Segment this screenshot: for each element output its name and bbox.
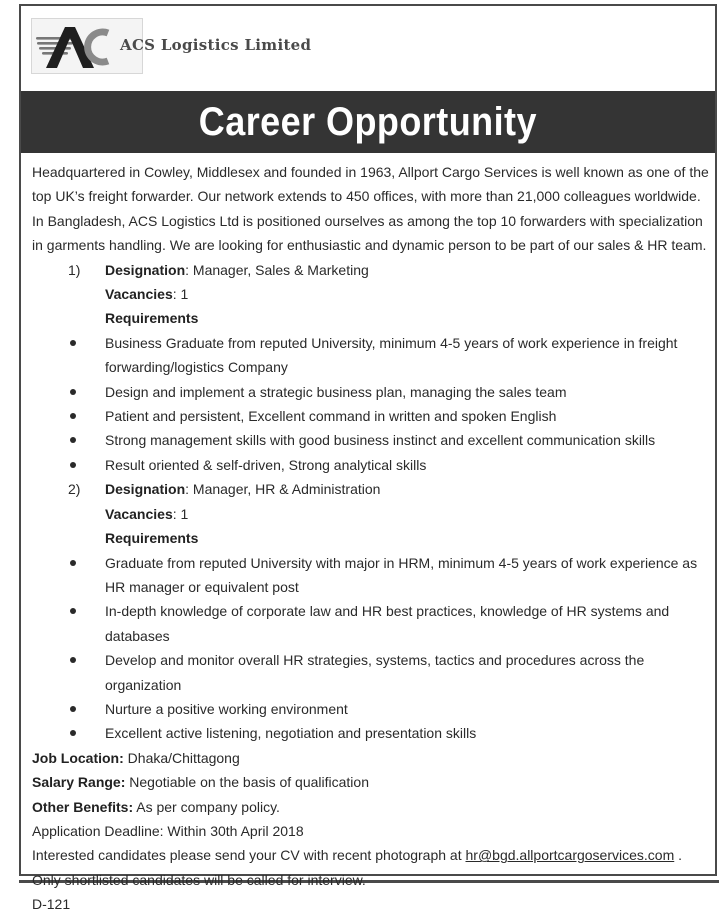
salary-range-value: Negotiable on the basis of qualification <box>125 774 369 791</box>
requirement-item <box>32 453 710 477</box>
requirement-text: Develop and monitor overall HR strategies, systems, tactics and procedures across the organization <box>105 652 645 693</box>
salary-range-label: Salary Range: <box>32 774 126 791</box>
bullet-icon <box>70 462 76 468</box>
salary-range <box>32 770 710 794</box>
requirement-text: Patient and persistent, Excellent command in written and spoken English <box>105 408 557 425</box>
requirement-text: Nurture a positive working environment <box>105 700 348 717</box>
bullet-icon <box>70 389 76 395</box>
job-location-value: Dhaka/Chittagong <box>123 749 240 766</box>
vacancies-value: : 1 <box>172 505 189 522</box>
requirements-label: Requirements <box>105 530 199 547</box>
company-name: ACS Logistics Limited <box>120 36 312 54</box>
requirement-item <box>32 697 710 721</box>
requirements-heading <box>32 526 710 550</box>
apply-text-after: . Only shortlisted candidates will be called for interview. <box>32 847 683 888</box>
position-designation <box>32 258 710 282</box>
bullet-icon <box>70 608 76 614</box>
bullet-icon <box>70 437 76 443</box>
email-link[interactable]: hr@bgd.allportcargoservices.com <box>465 847 675 864</box>
position-number: 2) <box>68 481 81 498</box>
intro-paragraph: Headquartered in Cowley, Middlesex and founded in 1963, Allport Cargo Services is well known as one of the top UK’s freight forwarder. Our network extends to 450 offices, with more than 21,000 colleagues worldwide. In Bangladesh, ACS Logistics Ltd is positioned ourselves as among the top 10 forwarders with specialization in garments handling. We are looking for enthusiastic and dynamic person to be part of our sales & HR team. <box>32 164 709 254</box>
designation-value: : Manager, HR & Administration <box>185 481 381 498</box>
requirement-item <box>32 404 710 428</box>
other-benefits-label: Other Benefits: <box>32 798 134 815</box>
vacancies-label: Vacancies <box>105 286 173 303</box>
reference-code: D-121 <box>32 896 71 913</box>
title-banner <box>21 91 715 153</box>
requirement-item <box>32 648 710 697</box>
requirement-item <box>32 380 710 404</box>
bullet-icon <box>70 413 76 419</box>
requirement-text: Business Graduate from reputed University, minimum 4-5 years of work experience in freight forwarding/logistics Company <box>105 334 678 376</box>
apply-text-before: Interested candidates please send your CV with recent photograph at <box>32 847 466 864</box>
requirement-item <box>32 599 710 648</box>
requirement-item <box>32 331 710 380</box>
requirement-text: Strong management skills with good business instinct and excellent communication skills <box>105 432 656 449</box>
designation-value: : Manager, Sales & Marketing <box>185 261 369 278</box>
bullet-icon <box>70 706 76 712</box>
position-vacancies <box>32 502 710 526</box>
job-location-label: Job Location: <box>32 749 124 766</box>
vacancies-value: : 1 <box>172 286 189 303</box>
requirement-text: In-depth knowledge of corporate law and HR best practices, knowledge of HR systems and databases <box>105 603 670 644</box>
page-title: Career Opportunity <box>198 99 538 144</box>
job-location <box>32 746 710 770</box>
requirement-item <box>32 428 710 452</box>
requirement-text: Excellent active listening, negotiation and presentation skills <box>105 725 477 742</box>
apply-instructions <box>32 843 710 892</box>
designation-label: Designation <box>105 481 186 498</box>
requirement-text: Graduate from reputed University with major in HRM, minimum 4-5 years of work experience as HR manager or equivalent post <box>105 554 698 595</box>
bullet-icon <box>70 340 76 346</box>
position-number: 1) <box>68 261 81 278</box>
position-designation <box>32 477 710 501</box>
bullet-icon <box>70 730 76 736</box>
other-benefits <box>32 795 710 819</box>
vacancies-label: Vacancies <box>105 505 173 522</box>
requirement-item <box>32 551 710 600</box>
requirement-text: Design and implement a strategic business plan, managing the sales team <box>105 383 567 400</box>
bullet-icon <box>70 657 76 663</box>
requirement-text: Result oriented & self-driven, Strong analytical skills <box>105 456 427 473</box>
position-vacancies <box>32 282 710 306</box>
other-benefits-value: As per company policy. <box>133 798 280 815</box>
application-deadline: Application Deadline: Within 30th April 2018 <box>32 822 304 839</box>
bullet-icon <box>70 560 76 566</box>
ad-body <box>32 160 710 917</box>
requirements-heading <box>32 306 710 330</box>
requirement-item <box>32 721 710 745</box>
requirements-label: Requirements <box>105 310 199 327</box>
designation-label: Designation <box>105 261 186 278</box>
